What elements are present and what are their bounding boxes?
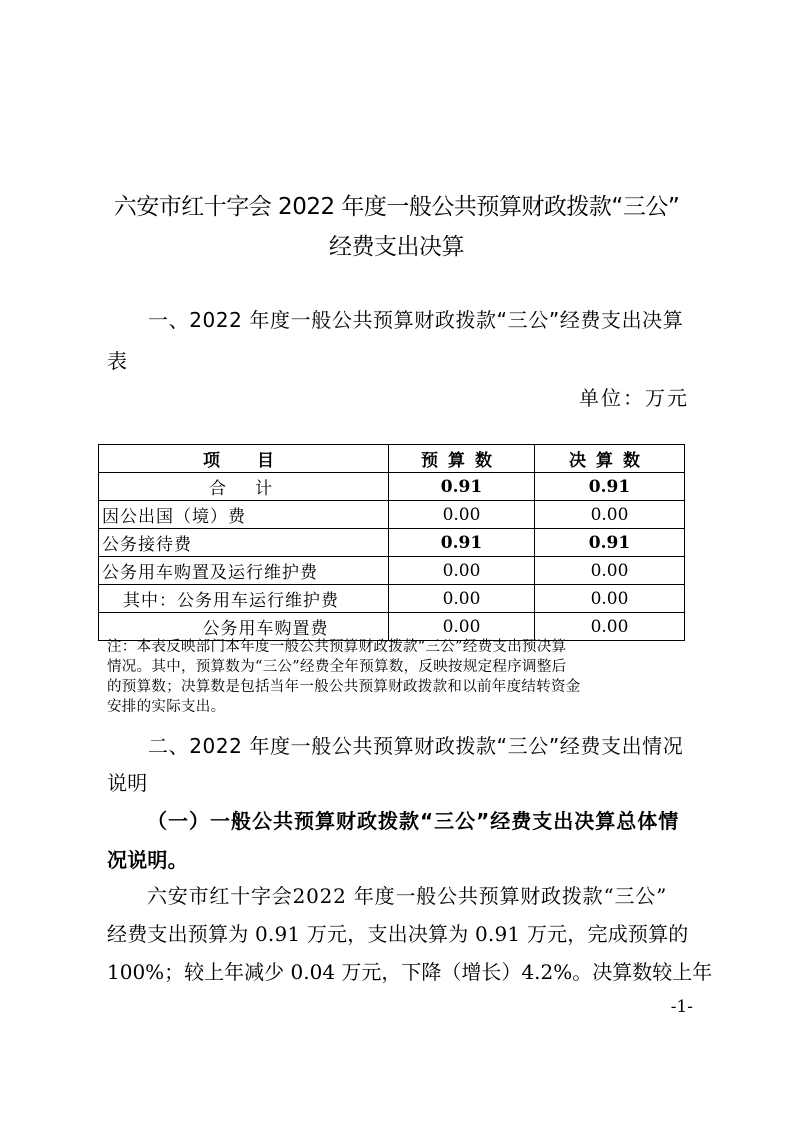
paragraph-line1: 六安市红十字会2022 年度一般公共预算财政拨款“三公” xyxy=(147,884,668,908)
row-final: 0.00 xyxy=(535,585,685,613)
row-item: 公务用车购置及运行维护费 xyxy=(99,557,389,585)
unit-label: 单位：万元 xyxy=(579,386,689,410)
row-final: 0.91 xyxy=(535,473,685,501)
paragraph-line2: 经费支出预算为 0.91 万元，支出决算为 0.91 万元，完成预算的 xyxy=(107,922,689,946)
document-title-line2: 经费支出决算 xyxy=(329,234,464,260)
table-note-line4: 安排的实际支出。 xyxy=(107,699,226,715)
row-budget: 0.00 xyxy=(389,557,535,585)
row-budget: 0.00 xyxy=(389,613,535,641)
row-final: 0.00 xyxy=(535,613,685,641)
table-header-row xyxy=(99,445,685,473)
row-final: 0.00 xyxy=(535,557,685,585)
table-row xyxy=(99,613,685,641)
subsection1-heading-line2: 况说明。 xyxy=(107,848,188,872)
table-note-line2: 情况。其中，预算数为“三公”经费全年预算数，反映按规定程序调整后 xyxy=(107,659,567,675)
table-row xyxy=(99,473,685,501)
section2-heading-line2: 说明 xyxy=(107,771,148,795)
row-budget: 0.91 xyxy=(389,473,535,501)
table-row xyxy=(99,501,685,529)
table-note-line1: 注：本表反映部门本年度一般公共预算财政拨款“三公”经费支出预决算 xyxy=(107,639,567,655)
row-budget: 0.00 xyxy=(389,585,535,613)
document-title-line1: 六安市红十字会 2022 年度一般公共预算财政拨款“三公” xyxy=(113,194,680,220)
table-note-line3: 的预算数；决算数是包括当年一般公共预算财政拨款和以前年度结转资金 xyxy=(107,679,581,695)
row-item: 合 计 xyxy=(99,473,389,501)
row-item: 公务用车购置费 xyxy=(99,613,389,641)
row-final: 0.00 xyxy=(535,501,685,529)
row-budget: 0.00 xyxy=(389,501,535,529)
section1-heading-line1: 一、2022 年度一般公共预算财政拨款“三公”经费支出决算 xyxy=(148,308,684,332)
header-final: 决算数 xyxy=(535,445,685,473)
expense-table xyxy=(98,444,685,641)
subsection1-heading-line1: （一）一般公共预算财政拨款“三公”经费支出决算总体情 xyxy=(147,809,680,833)
table-row xyxy=(99,557,685,585)
table-row xyxy=(99,529,685,557)
paragraph-line3: 100%；较上年减少 0.04 万元，下降（增长）4.2%。决算数较上年 xyxy=(107,960,713,984)
row-final: 0.91 xyxy=(535,529,685,557)
row-item: 其中：公务用车运行维护费 xyxy=(99,585,389,613)
row-item: 公务接待费 xyxy=(99,529,389,557)
section2-heading-line1: 二、2022 年度一般公共预算财政拨款“三公”经费支出情况 xyxy=(148,734,684,758)
header-item: 项 目 xyxy=(99,445,389,473)
table-row xyxy=(99,585,685,613)
row-item: 因公出国（境）费 xyxy=(99,501,389,529)
header-budget: 预算数 xyxy=(389,445,535,473)
page-number: -1- xyxy=(670,997,693,1017)
section1-heading-line2: 表 xyxy=(107,349,128,373)
row-budget: 0.91 xyxy=(389,529,535,557)
